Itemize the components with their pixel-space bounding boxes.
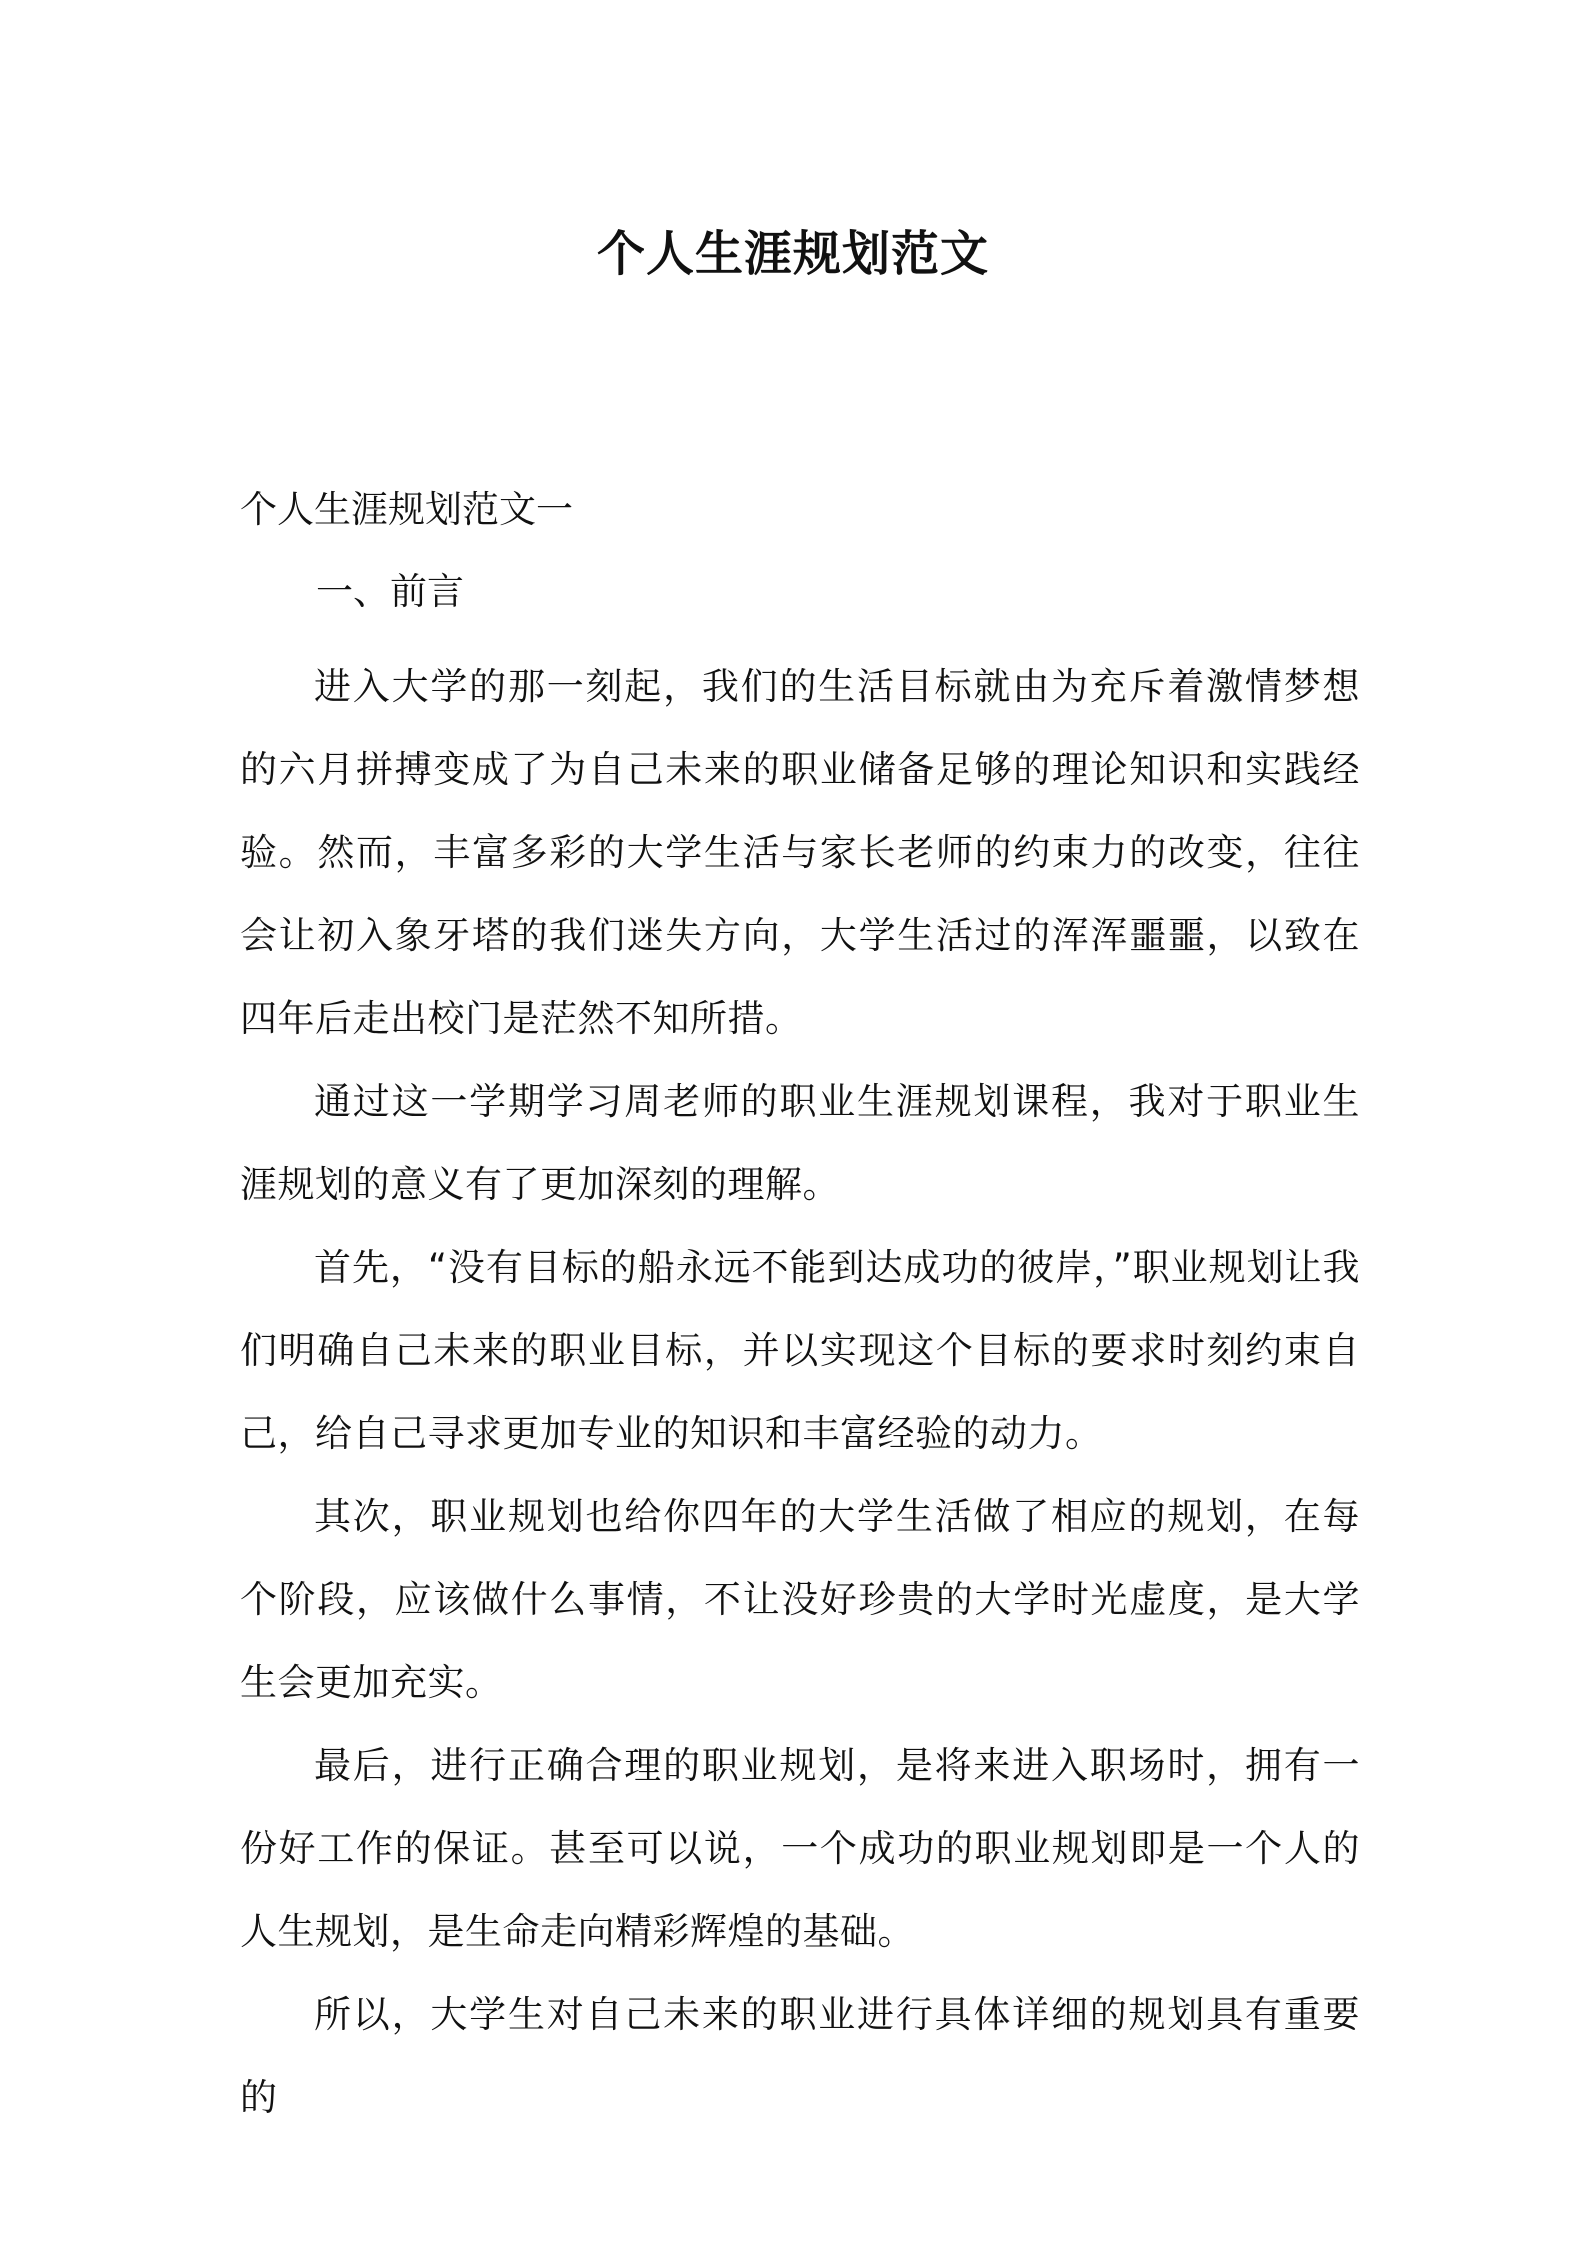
paragraph: 首先，“没有目标的船永远不能到达成功的彼岸，”职业规划让我们明确自己未来的职业目标，并以实现这个目标的要求时刻约束自己，给自己寻求更加专业的知识和丰富经验的动力。	[240, 1246, 1360, 1455]
paragraph: 进入大学的那一刻起，我们的生活目标就由为充斥着激情梦想的六月拼搏变成了为自己未来的职业储备足够的理论知识和实践经验。然而，丰富多彩的大学生活与家长老师的约束力的改变，往往会让初入象牙塔的我们迷失方向，大学生活过的浑浑噩噩，以致在四年后走出校门是茫然不知所措。	[240, 665, 1360, 1040]
paragraph: 通过这一学期学习周老师的职业生涯规划课程，我对于职业生涯规划的意义有了更加深刻的理解。	[240, 1080, 1360, 1206]
paragraph: 最后，进行正确合理的职业规划，是将来进入职场时，拥有一份好工作的保证。甚至可以说，一个成功的职业规划即是一个人的人生规划，是生命走向精彩辉煌的基础。	[240, 1744, 1360, 1953]
paragraph: 其次，职业规划也给你四年的大学生活做了相应的规划，在每个阶段，应该做什么事情，不让没好珍贵的大学时光虚度，是大学生会更加充实。	[240, 1495, 1360, 1704]
sub-heading-preface: 一、前言	[316, 570, 464, 613]
document-title: 个人生涯规划范文	[596, 226, 989, 282]
paragraph: 所以，大学生对自己未来的职业进行具体详细的规划具有重要的	[240, 1993, 1360, 2119]
document-body	[240, 645, 1360, 2139]
section-heading: 个人生涯规划范文一	[240, 488, 573, 531]
